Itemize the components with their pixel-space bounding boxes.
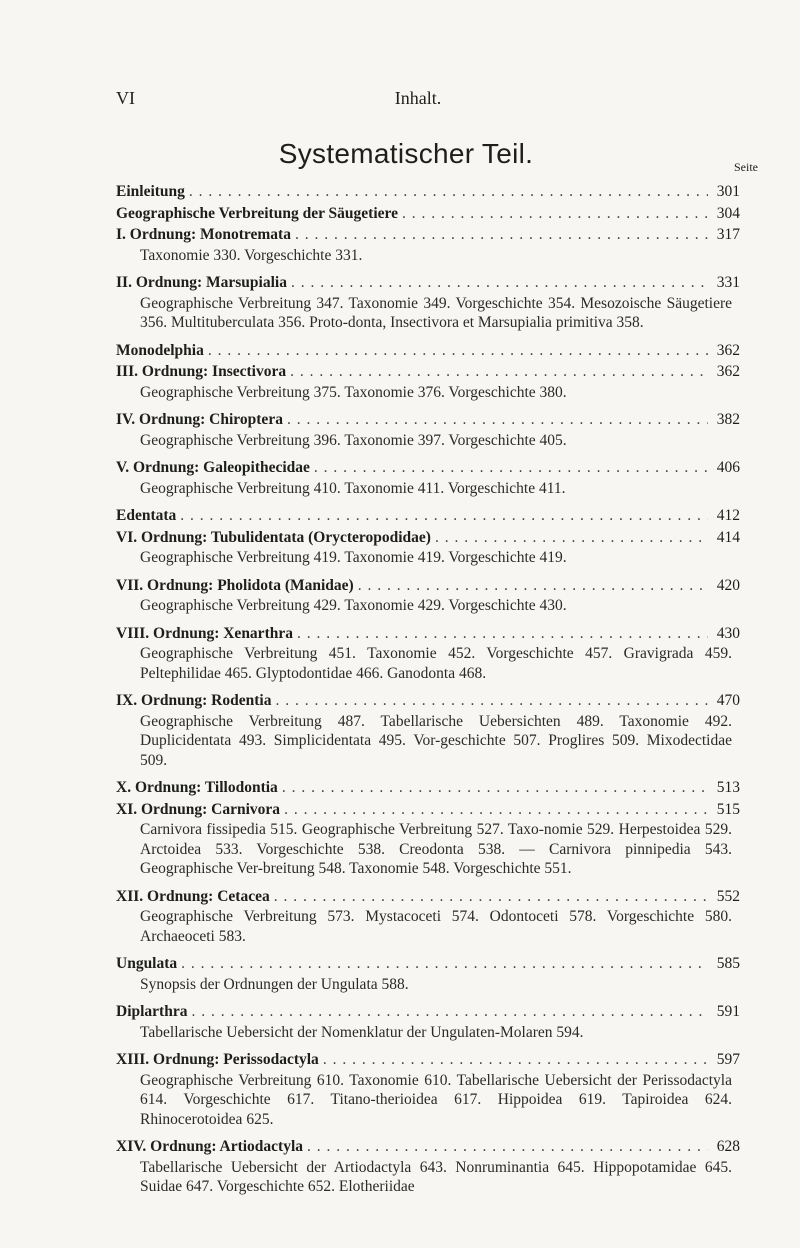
- toc-entry-line: [116, 340, 740, 362]
- dot-leader: [189, 181, 708, 203]
- toc-entry-subtopics: Geographische Verbreitung 451. Taxonomie 452. Vorgeschichte 457. Gravigrada 459. Peltephilidae 465. Glyptodontidae 466. Ganodonta 468.: [140, 645, 732, 682]
- toc-entry-subtopics: Synopsis der Ordnungen der Ungulata 588.: [140, 975, 409, 993]
- toc-entry: [116, 272, 740, 333]
- toc-entry-subtopics: Geographische Verbreitung 487. Tabellarische Uebersichten 489. Taxonomie 492. Duplicidentata 493. Simplicidentata 495. Vor-geschichte 507. Proglires 509. Mixodectidae 509.: [140, 712, 732, 769]
- dot-leader: [284, 799, 708, 821]
- toc-entry: [116, 505, 740, 527]
- toc-entry-page: 515: [716, 800, 740, 818]
- toc-entry-page: 552: [716, 887, 740, 905]
- toc-entry-label: Monodelphia: [116, 341, 204, 359]
- toc-entry: [116, 409, 740, 450]
- page-column-label: Seite: [734, 160, 758, 174]
- toc-entry-page: 382: [716, 411, 740, 428]
- toc-entry-line: [116, 409, 740, 431]
- toc-entry: [116, 953, 740, 994]
- toc-entry-subtopics: Geographische Verbreitung 610. Taxonomie 610. Tabellarische Uebersicht der Perissodactyla 614. Vorgeschichte 617. Titano-therioidea 617. Hippoidea 619. Tapiroidea 624. Rhinocerotoidea 625.: [140, 1071, 732, 1128]
- toc-entry-line: [116, 505, 740, 527]
- toc-entry-subtopics: Geographische Verbreitung 419. Taxonomie 419. Vorgeschichte 419.: [140, 549, 567, 566]
- toc-entry-label: XIV. Ordnung: Artiodactyla: [116, 1138, 304, 1155]
- toc-entry: [116, 340, 740, 362]
- toc-entry-line: [116, 224, 740, 246]
- toc-entry-label: Einleitung: [116, 183, 185, 200]
- page-number-roman: VI: [116, 88, 135, 108]
- toc-entry-label: VI. Ordnung: Tubulidentata (Orycteropodidae): [116, 528, 431, 546]
- toc-entry: [116, 203, 740, 225]
- toc-entry: [116, 181, 740, 203]
- toc-entry-page: 406: [716, 459, 740, 476]
- toc-entry-label: VII. Ordnung: Pholidota (Manidae): [116, 576, 354, 594]
- toc-entry-line: [116, 690, 740, 712]
- toc-entry-line: [116, 272, 740, 294]
- toc-entry-page: 317: [716, 226, 740, 243]
- dot-leader: [307, 1136, 708, 1158]
- toc-entry-label: Diplarthra: [116, 1003, 188, 1020]
- toc-entry-line: [116, 361, 740, 383]
- toc-entry-subtopics: Geographische Verbreitung 410. Taxonomie 411. Vorgeschichte 411.: [140, 479, 566, 497]
- toc-entry-line: [116, 1136, 740, 1158]
- toc-entry-page: 591: [716, 1003, 740, 1020]
- toc-entry-subtopics: Geographische Verbreitung 573. Mystacoceti 574. Odontoceti 578. Vorgeschichte 580. Archaeoceti 583.: [140, 908, 732, 945]
- dot-leader: [282, 777, 708, 799]
- dot-leader: [181, 953, 708, 975]
- toc-entry: [116, 457, 740, 498]
- dot-leader: [314, 457, 708, 479]
- dot-leader: [358, 575, 708, 597]
- toc-entry-label: III. Ordnung: Insectivora: [116, 363, 287, 380]
- toc-entry-line: [116, 457, 740, 479]
- dot-leader: [297, 623, 708, 645]
- toc-entry-subtopics: Tabellarische Uebersicht der Artiodactyla 643. Nonruminantia 645. Hippopotamidae 645. Suidae 647. Vorgeschichte 652. Elotheriidae: [140, 1158, 732, 1195]
- toc-entry-label: Edentata: [116, 507, 177, 524]
- dot-leader: [274, 886, 708, 908]
- toc-entry-label: VIII. Ordnung: Xenarthra: [116, 624, 293, 642]
- toc-entry-line: [116, 886, 740, 908]
- dot-leader: [402, 203, 708, 225]
- dot-leader: [435, 527, 708, 549]
- toc-entry-page: 362: [716, 341, 740, 359]
- dot-leader: [291, 272, 708, 294]
- toc-entry: [116, 886, 740, 947]
- toc-entry-line: [116, 575, 740, 597]
- toc-entry-page: 301: [716, 183, 740, 200]
- toc-entry-label: IV. Ordnung: Chiroptera: [116, 411, 283, 428]
- running-header: [116, 88, 720, 112]
- toc-entry-label: Ungulata: [116, 955, 178, 972]
- toc-entry-line: [116, 1001, 740, 1023]
- toc-entry: [116, 690, 740, 770]
- toc-entry-label: Geographische Verbreitung der Säugetiere: [116, 204, 399, 222]
- toc-entry-page: 420: [716, 576, 740, 594]
- dot-leader: [275, 690, 708, 712]
- toc-entry-page: 470: [716, 692, 740, 709]
- toc-entry-line: [116, 1049, 740, 1071]
- toc-entry-label: XIII. Ordnung: Perissodactyla: [116, 1051, 319, 1068]
- toc-entry-line: [116, 953, 740, 975]
- toc-entry: [116, 575, 740, 616]
- toc-entry-subtopics: Carnivora fissipedia 515. Geographische Verbreitung 527. Taxo-nomie 529. Herpestoidea 529. Arctoidea 533. Vorgeschichte 538. Creodonta 538. — Carnivora pinnipedia 543. Geographische Ver-breitung 548. Taxonomie 548. Vorgeschichte 551.: [140, 821, 732, 877]
- dot-leader: [208, 340, 708, 362]
- toc-entry: [116, 1049, 740, 1129]
- toc-entry-page: 513: [716, 779, 740, 796]
- toc-entry: [116, 1001, 740, 1042]
- toc-entry-page: 430: [716, 624, 740, 642]
- section-title: Systematischer Teil.: [278, 138, 534, 169]
- table-of-contents: [116, 181, 740, 1197]
- toc-entry-label: IX. Ordnung: Rodentia: [116, 692, 272, 709]
- toc-entry-label: XII. Ordnung: Cetacea: [116, 887, 270, 905]
- toc-entry: [116, 224, 740, 265]
- dot-leader: [295, 224, 708, 246]
- toc-entry-subtopics: Geographische Verbreitung 375. Taxonomie 376. Vorgeschichte 380.: [140, 383, 567, 401]
- toc-entry-page: 412: [716, 507, 740, 524]
- toc-entry-subtopics: Tabellarische Uebersicht der Nomenklatur der Ungulaten-Molaren 594.: [140, 1023, 584, 1041]
- toc-entry-label: II. Ordnung: Marsupialia: [116, 274, 287, 291]
- dot-leader: [191, 1001, 708, 1023]
- toc-entry: [116, 361, 740, 402]
- toc-entry: [116, 799, 740, 879]
- toc-entry: [116, 777, 740, 799]
- toc-entry-page: 362: [716, 363, 740, 380]
- toc-entry-label: X. Ordnung: Tillodontia: [116, 779, 278, 796]
- dot-leader: [323, 1049, 708, 1071]
- toc-entry-line: [116, 777, 740, 799]
- toc-entry-subtopics: Geographische Verbreitung 429. Taxonomie 429. Vorgeschichte 430.: [140, 597, 567, 614]
- toc-entry-subtopics: Geographische Verbreitung 347. Taxonomie 349. Vorgeschichte 354. Mesozoische Säugetiere 356. Multituberculata 356. Proto-donta, Insectivora et Marsupialia primitiva 358.: [140, 294, 732, 331]
- toc-entry-line: [116, 799, 740, 821]
- dot-leader: [287, 409, 708, 431]
- toc-entry-label: XI. Ordnung: Carnivora: [116, 800, 281, 818]
- toc-entry-line: [116, 203, 740, 225]
- toc-entry-line: [116, 527, 740, 549]
- toc-entry-label: I. Ordnung: Monotremata: [116, 226, 291, 243]
- dot-leader: [180, 505, 708, 527]
- toc-entry-page: 597: [716, 1051, 740, 1068]
- toc-entry-page: 331: [716, 274, 740, 291]
- toc-entry-line: [116, 623, 740, 645]
- running-title: Inhalt.: [394, 88, 442, 108]
- toc-entry-page: 628: [716, 1138, 740, 1155]
- toc-entry: [116, 623, 740, 684]
- toc-entry-subtopics: Taxonomie 330. Vorgeschichte 331.: [140, 246, 363, 264]
- toc-entry-label: V. Ordnung: Galeopithecidae: [116, 459, 310, 476]
- toc-entry-page: 585: [716, 955, 740, 972]
- toc-entry-subtopics: Geographische Verbreitung 396. Taxonomie 397. Vorgeschichte 405.: [140, 431, 567, 449]
- toc-entry-page: 414: [716, 528, 740, 546]
- dot-leader: [290, 361, 708, 383]
- toc-entry: [116, 527, 740, 568]
- toc-entry: [116, 1136, 740, 1197]
- toc-entry-page: 304: [716, 204, 740, 222]
- toc-entry-line: [116, 181, 740, 203]
